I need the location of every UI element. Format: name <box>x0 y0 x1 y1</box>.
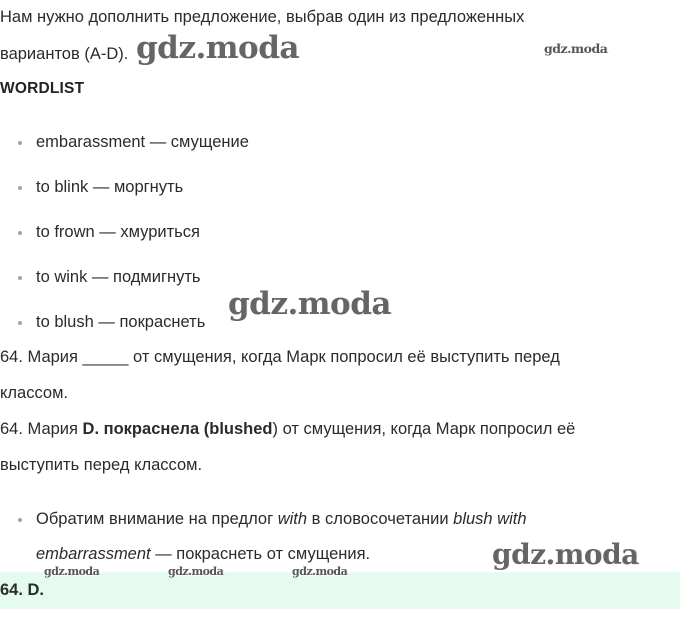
watermark-logo: gdz.moda <box>136 30 299 66</box>
list-item-text: to blink — моргнуть <box>36 178 184 196</box>
note-text-1: Обратим внимание на предлог <box>36 510 278 528</box>
list-item <box>36 223 200 242</box>
note-italic-phrase: blush with <box>453 510 527 528</box>
note-item <box>36 510 527 529</box>
watermark-logo: gdz.moda <box>44 565 100 578</box>
note-text-3: — покраснеть от смущения. <box>150 545 371 563</box>
intro-line-1: Нам нужно дополнить предложение, выбрав один из предложенных <box>0 8 525 26</box>
watermark-logo: gdz.moda <box>168 565 224 578</box>
note-text-2: в словосочетании <box>307 510 454 528</box>
list-item <box>36 313 205 332</box>
list-item-text: to frown — хмуриться <box>36 223 200 241</box>
note-italic-embarrassment: embarrassment <box>36 545 151 563</box>
note-item-cont <box>36 545 370 564</box>
question-line-2: классом. <box>0 384 68 402</box>
bullet-icon <box>18 141 22 145</box>
watermark-logo: gdz.moda <box>544 41 608 56</box>
list-item-text: embarassment — смущение <box>36 133 249 151</box>
solution-suffix: ) от смущения, когда Марк попросил её <box>272 420 576 438</box>
solution-line-1 <box>0 420 575 439</box>
list-item <box>36 268 201 287</box>
bullet-icon <box>18 321 22 325</box>
answer-text: 64. D. <box>0 581 45 599</box>
watermark-logo: gdz.moda <box>292 565 348 578</box>
bullet-icon <box>18 231 22 235</box>
solution-answer: D. покраснела (blushed <box>82 420 273 438</box>
bullet-icon <box>18 518 22 522</box>
intro-line-2: вариантов (A-D). <box>0 45 129 63</box>
watermark-logo: gdz.moda <box>492 538 639 571</box>
question-line-1: 64. Мария _____ от смущения, когда Марк попросил её выступить перед <box>0 348 560 366</box>
bullet-icon <box>18 186 22 190</box>
bullet-icon <box>18 276 22 280</box>
list-item-text: to blush — покраснеть <box>36 313 206 331</box>
solution-line-2: выступить перед классом. <box>0 456 203 474</box>
list-item <box>36 133 249 152</box>
list-item-text: to wink — подмигнуть <box>36 268 201 286</box>
wordlist-heading: WORDLIST <box>0 80 85 97</box>
watermark-logo: gdz.moda <box>228 286 391 322</box>
solution-prefix: 64. Мария <box>0 420 83 438</box>
list-item <box>36 178 183 197</box>
note-italic-with: with <box>277 510 308 528</box>
